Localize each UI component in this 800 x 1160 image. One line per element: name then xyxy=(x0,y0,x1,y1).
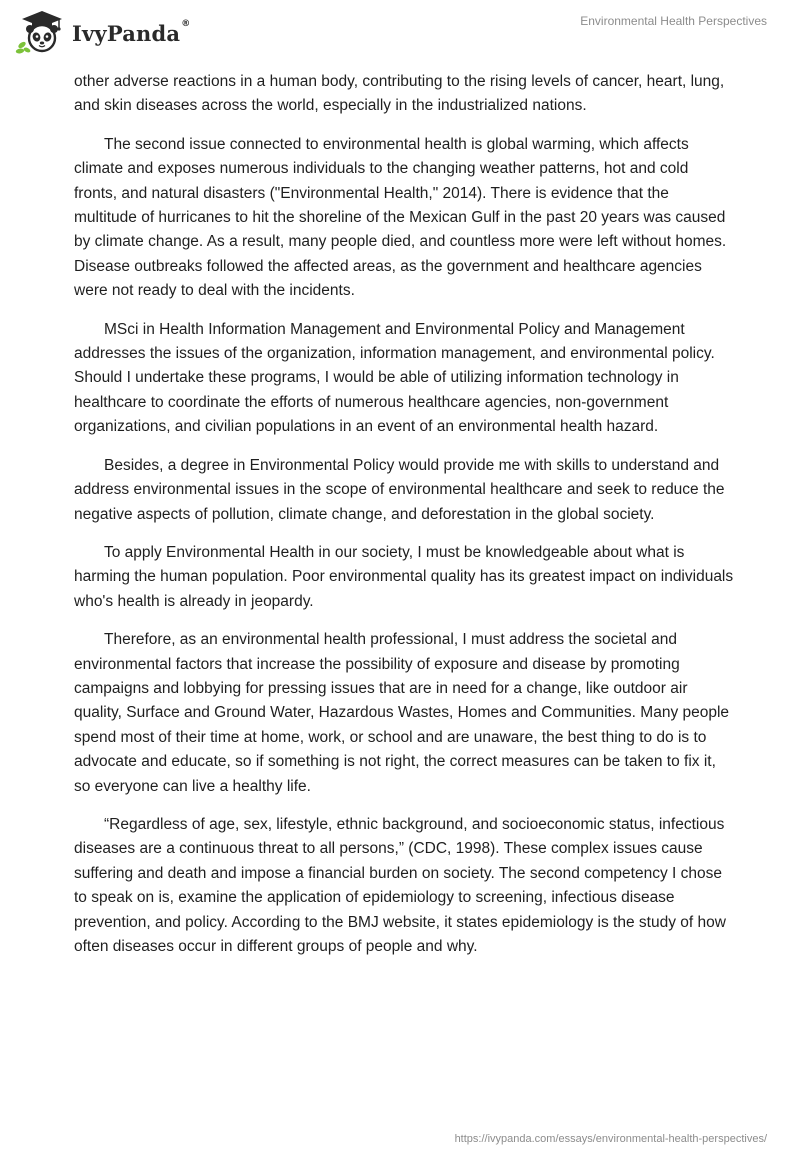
paragraph-7: “Regardless of age, sex, lifestyle, ethnic background, and socioeconomic status, infectious diseases are a continuous threat to all persons,” (CDC, 1998). These complex issues cause suffering and death and impose a financial burden on society. The second competency I chose to speak on is, examine the application of epidemiology to screening, infectious disease prevention, and policy. According to the BMJ website, it states epidemiology is the study of how often diseases occur in different groups of people and why. xyxy=(74,815,726,955)
paragraph-5: To apply Environmental Health in our society, I must be knowledgeable about what is harming the human population. Poor environmental quality has its greatest impact on individuals who's health is already in jeopardy. xyxy=(74,543,734,610)
paragraph-1: other adverse reactions in a human body, contributing to the rising levels of cancer, heart, lung, and skin diseases across the world, especially in the industrialized nations. xyxy=(74,73,725,115)
page-header xyxy=(0,0,800,60)
running-title: Environmental Health Perspectives xyxy=(580,14,767,28)
paragraph-2: The second issue connected to environmental health is global warming, which affects climate and exposes numerous individuals to the changing weather patterns, hot and cold fronts, and natural disasters ("Environmental Health," 2014). There is evidence that the multitude of hurricanes to hit the shoreline of the Mexican Gulf in the past 20 years was caused by climate change. As a result, many people died, and countless more were left without homes. Disease outbreaks followed the affected areas, as the government and healthcare agencies were not ready to deal with the incidents. xyxy=(74,135,727,300)
registered-mark: ® xyxy=(181,18,191,29)
brand-name: IvyPanda® xyxy=(72,18,191,46)
paragraph-3: MSci in Health Information Management and Environmental Policy and Management addresses the issues of the organization, information management, and environmental policy. Should I undertake these programs, I would be able of utilizing information technology in healthcare to coordinate the efforts of numerous healthcare agencies, non-government organizations, and civilian populations in an event of an environmental health hazard. xyxy=(74,320,715,436)
ivypanda-logo[interactable] xyxy=(14,8,190,54)
source-url[interactable]: https://ivypanda.com/essays/environmental-health-perspectives/ xyxy=(454,1133,767,1145)
panda-graduate-logo-icon xyxy=(14,8,66,54)
essay-body xyxy=(74,70,734,973)
paragraph-6: Therefore, as an environmental health professional, I must address the societal and environmental factors that increase the possibility of exposure and disease by promoting campaigns and lobbying for pressing issues that are in need for a change, like outdoor air quality, Surface and Ground Water, Hazardous Wastes, Homes and Communities. Many people spend most of their time at home, work, or school and are unaware, the best thing to do is to advocate and educate, so if something is not right, the correct measures can be taken to fix it, so everyone can live a healthy life. xyxy=(74,631,730,795)
paragraph-4: Besides, a degree in Environmental Policy would provide me with skills to understand and address environmental issues in the scope of environmental healthcare and seek to reduce the negative aspects of pollution, climate change, and deforestation in the global society. xyxy=(74,456,725,523)
